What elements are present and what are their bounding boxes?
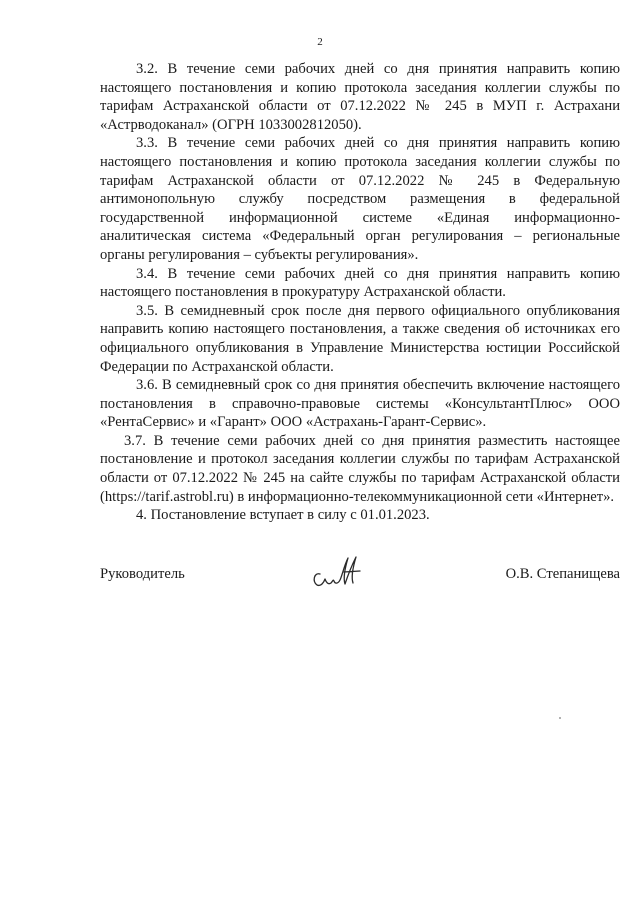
paragraph-3-3: 3.3. В течение семи рабочих дней со дня принятия направить копию настоящего постановления и копию протокола заседания коллегии службы по тарифам Астраханской области от 07.12.2022 № 245 в Федеральную антимонопольную службу посредством размещения в федеральной государственной информационной системе «Единая информационно-аналитическая система «Федеральный орган регулирования – региональные органы регулирования – субъекты регулирования». xyxy=(100,135,620,263)
paragraph-3-6: 3.6. В семидневный срок со дня принятия обеспечить включение настоящего постановления в справочно-правовые системы «КонсультантПлюс» ООО «РентаСервис» и «Гарант» ООО «Астрахань-Гарант-Сервис». xyxy=(100,377,620,431)
signatory-name: О.В. Степанищева xyxy=(505,566,620,582)
paragraph-4: 4. Постановление вступает в силу с 01.01.2023. xyxy=(136,507,430,524)
handwritten-signature xyxy=(308,552,370,592)
document-body xyxy=(100,60,620,525)
paragraph-3-5: 3.5. В семидневный срок после дня первого официального опубликования направить копию настоящего постановления, а также сведения об источниках его официального опубликования в Управление Министерства юстиции Российской Федерации по Астраханской области. xyxy=(100,302,620,375)
signatory-title: Руководитель xyxy=(100,566,185,582)
page-number: 2 xyxy=(317,36,323,48)
scan-speck xyxy=(559,717,561,719)
signature-block xyxy=(100,552,620,602)
paragraph-3-4: 3.4. В течение семи рабочих дней со дня принятия направить копию настоящего постановления в прокуратуру Астраханской области. xyxy=(100,265,620,301)
paragraph-3-7: 3.7. В течение семи рабочих дней со дня принятия разместить настоящее постановление и протокол заседания коллегии службы по тарифам Астраханской области от 07.12.2022 № 245 на сайте службы по тарифам Астраханской области (https://tarif.astrobl.ru) в информационно-телекоммуникационной сети «Интернет». xyxy=(100,432,620,505)
paragraph-3-2: 3.2. В течение семи рабочих дней со дня принятия направить копию настоящего постановления и копию протокола заседания коллегии службы по тарифам Астраханской области от 07.12.2022 № 245 в МУП г. Астрахани «Астрводоканал» (ОГРН 1033002812050). xyxy=(100,61,620,133)
